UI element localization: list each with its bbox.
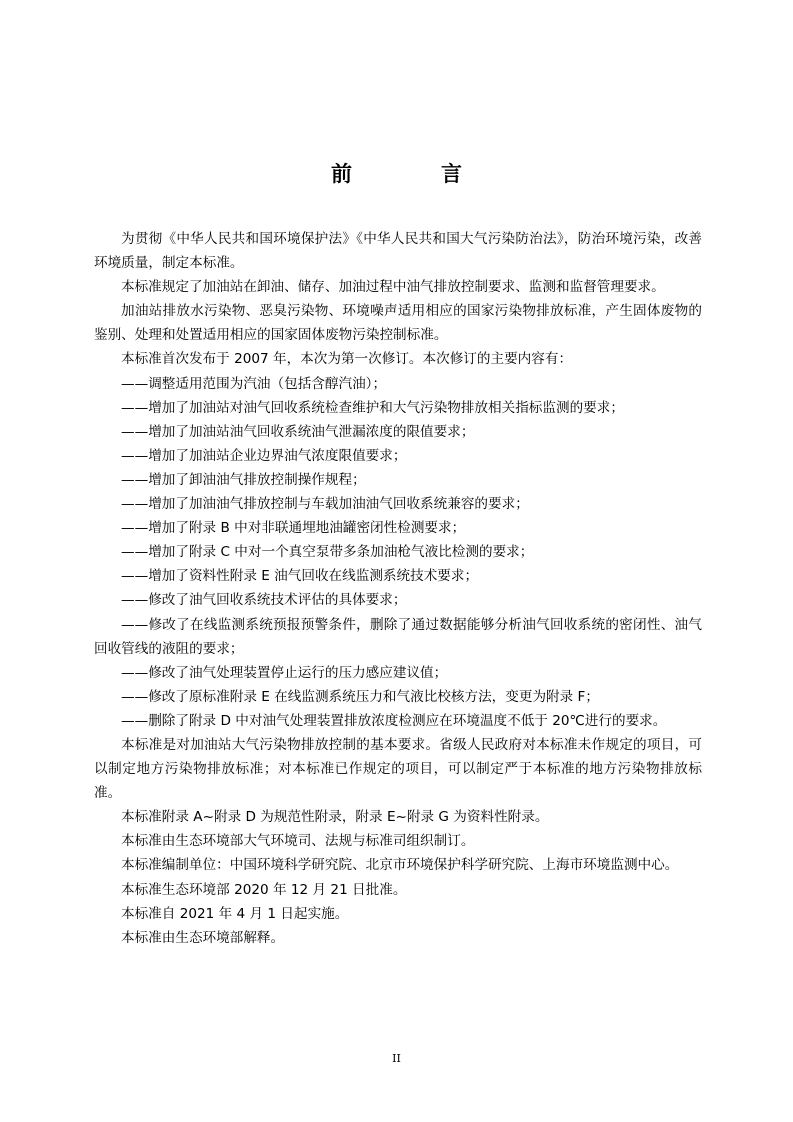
revision-item: ——增加了加油站油气回收系统油气泄漏浓度的限值要求； bbox=[121, 423, 475, 440]
revision-item: ——增加了附录 C 中对一个真空泵带多条加油枪气液比检测的要求； bbox=[121, 544, 534, 561]
revision-item: ——调整适用范围为汽油（包括含醇汽油）； bbox=[121, 375, 387, 392]
revision-item: ——增加了加油站企业边界油气浓度限值要求； bbox=[121, 447, 407, 464]
revision-item: ——修改了油气处理装置停止运行的压力感应建议值； bbox=[121, 664, 448, 681]
page-number: II bbox=[392, 1052, 401, 1065]
paragraph-interpretation: 本标准由生态环境部解释。 bbox=[121, 929, 285, 946]
revision-item: ——增加了加油站对油气回收系统检查维护和大气污染物排放相关指标监测的要求； bbox=[121, 399, 624, 416]
paragraph-purpose: 为贯彻《中华人民共和国环境保护法》《中华人民共和国大气污染防治法》，防治环境污染，改善环境质量，制定本标准。 bbox=[94, 231, 702, 272]
revision-item: ——增加了资料性附录 E 油气回收在线监测系统技术要求； bbox=[121, 568, 479, 585]
paragraph-approval-date: 本标准生态环境部 2020 年 12 月 21 日批准。 bbox=[121, 881, 407, 898]
page-title: 前 言 bbox=[331, 162, 496, 186]
revision-item: ——增加了加油油气排放控制与车载加油油气回收系统兼容的要求； bbox=[121, 496, 529, 513]
revision-item: ——修改了油气回收系统技术评估的具体要求； bbox=[121, 592, 407, 609]
paragraph-other-pollutants: 加油站排放水污染物、恶臭污染物、环境噪声适用相应的国家污染物排放标准，产生固体废物的鉴别、处理和处置适用相应的国家固体废物污染控制标准。 bbox=[94, 303, 702, 344]
paragraph-effective-date: 本标准自 2021 年 4 月 1 日起实施。 bbox=[121, 905, 349, 922]
paragraph-drafting-units: 本标准编制单位：中国环境科学研究院、北京市环境保护科学研究院、上海市环境监测中心。 bbox=[121, 857, 679, 874]
revision-item: ——修改了在线监测系统预报预警条件，删除了通过数据能够分析油气回收系统的密闭性、油气回收管线的液阻的要求； bbox=[94, 616, 702, 657]
paragraph-basic-requirement: 本标准是对加油站大气污染物排放控制的基本要求。省级人民政府对本标准未作规定的项目，可以制定地方污染物排放标准；对本标准已作规定的项目，可以制定严于本标准的地方污染物排放标准。 bbox=[94, 736, 702, 802]
paragraph-scope: 本标准规定了加油站在卸油、储存、加油过程中油气排放控制要求、监测和监督管理要求。 bbox=[121, 279, 665, 296]
paragraph-organizer: 本标准由生态环境部大气环境司、法规与标准司组织制订。 bbox=[121, 833, 475, 850]
revision-item: ——删除了附录 D 中对油气处理装置排放浓度检测应在环境温度不低于 20℃进行的要求。 bbox=[121, 712, 667, 729]
paragraph-revision-intro: 本标准首次发布于 2007 年，本次为第一次修订。本次修订的主要内容有： bbox=[121, 351, 573, 368]
paragraph-appendices: 本标准附录 A~附录 D 为规范性附录，附录 E~附录 G 为资料性附录。 bbox=[121, 809, 549, 826]
revision-item: ——增加了卸油油气排放控制操作规程； bbox=[121, 471, 366, 488]
revision-item: ——修改了原标准附录 E 在线监测系统压力和气液比校核方法，变更为附录 F； bbox=[121, 688, 599, 705]
revision-item: ——增加了附录 B 中对非联通埋地油罐密闭性检测要求； bbox=[121, 520, 466, 537]
foreword-body bbox=[94, 227, 702, 950]
